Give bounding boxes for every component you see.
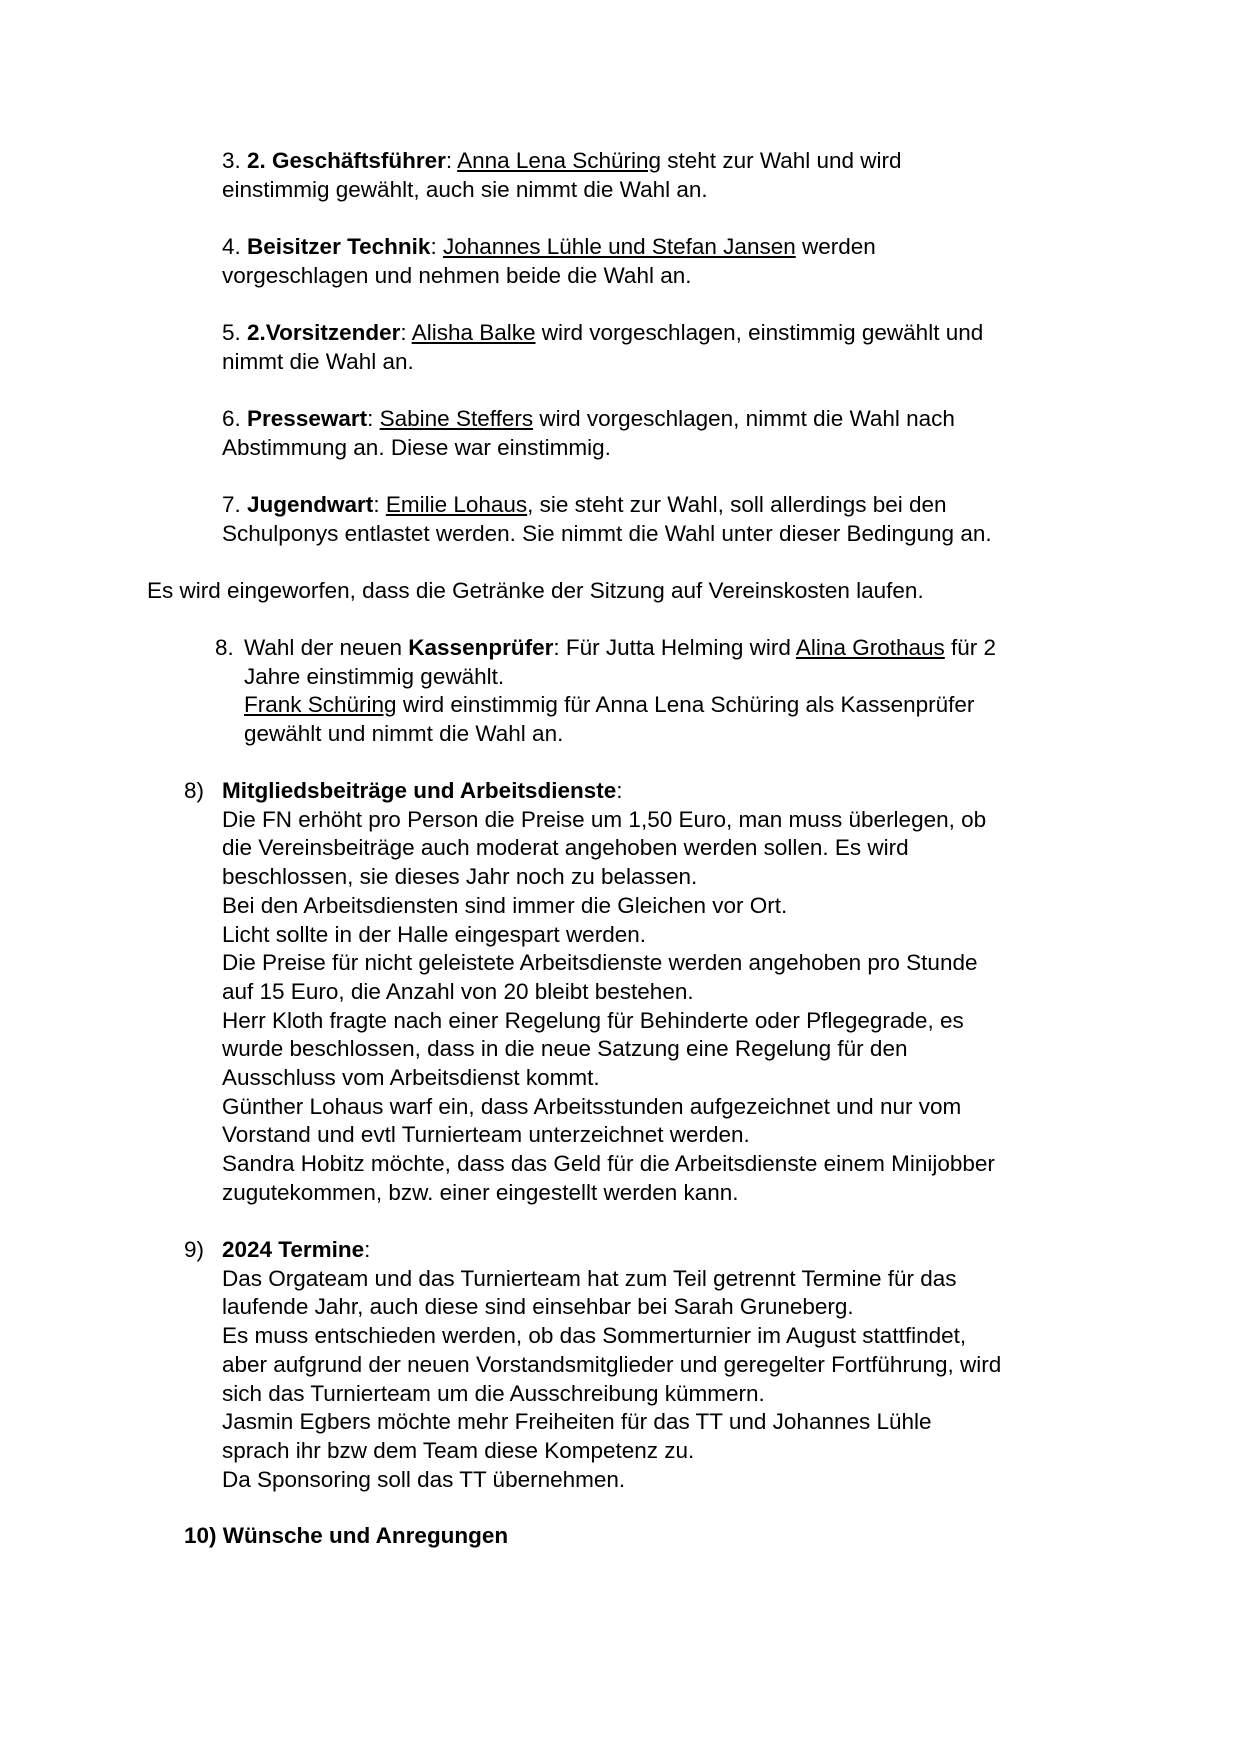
section-line: wurde beschlossen, dass in die neue Satzung eine Regelung für den [222, 1036, 908, 1062]
section-line: Herr Kloth fragte nach einer Regelung für Behinderte oder Pflegegrade, es [222, 1007, 964, 1033]
section-line: zugutekommen, bzw. einer eingestellt werden kann. [222, 1179, 739, 1205]
elected-person: Alisha Balke [411, 320, 536, 345]
colon: : [616, 778, 623, 803]
item-text: wird vorgeschlagen, nimmt die Wahl nach [533, 406, 955, 431]
section-line: auf 15 Euro, die Anzahl von 20 bleibt bestehen. [222, 978, 694, 1004]
section-heading: 10) Wünsche und Anregungen [184, 1523, 509, 1548]
section-line: Vorstand und evtl Turnierteam unterzeichnet werden. [222, 1122, 750, 1148]
elected-person: Emilie Lohaus [385, 492, 528, 517]
election-item-4: 4. Beisitzer Technik: Johannes Lühle und Stefan Jansen werden vorgeschlagen und nehmen beide die Wahl an. [222, 233, 876, 290]
item-text: , sie steht zur Wahl, soll allerdings bei den [527, 492, 947, 517]
role-label: Kassenprüfer [408, 635, 554, 660]
item-number: 8. [215, 635, 234, 660]
item-text: Schulponys entlastet werden. Sie nimmt die Wahl unter dieser Bedingung an. [222, 520, 992, 546]
item-text: Jahre einstimmig gewählt. [244, 663, 505, 689]
item-number: 7. [222, 492, 241, 517]
item-text: wird vorgeschlagen, einstimmig gewählt und [535, 320, 984, 345]
item-text: für 2 [944, 635, 997, 660]
section-title: Mitgliedsbeiträge und Arbeitsdienste [222, 778, 617, 803]
item-number: 4. [222, 234, 241, 259]
section-line: Die Preise für nicht geleistete Arbeitsdienste werden angehoben pro Stunde [222, 950, 978, 976]
item-text: werden [795, 234, 876, 259]
section-line: sprach ihr bzw dem Team diese Kompetenz zu. [222, 1437, 695, 1463]
section-number: 9) [184, 1237, 205, 1262]
item-text: Abstimmung an. Diese war einstimmig. [222, 434, 611, 460]
section-number: 8) [184, 778, 205, 803]
election-item-7: 7. Jugendwart: Emilie Lohaus, sie steht zur Wahl, soll allerdings bei den Schulponys entlastet werden. Sie nimmt die Wahl unter dieser Bedingung an. [222, 491, 992, 548]
section-line: aber aufgrund der neuen Vorstandsmitglieder und geregelter Fortführung, wird [222, 1351, 1002, 1377]
item-text: nimmt die Wahl an. [222, 348, 414, 374]
section-line: beschlossen, sie dieses Jahr noch zu belassen. [222, 864, 698, 890]
election-item-3: 3. 2. Geschäftsführer: Anna Lena Schüring steht zur Wahl und wird einstimmig gewählt, auch sie nimmt die Wahl an. [222, 147, 902, 204]
item-number: 3. [222, 148, 241, 173]
item-text: wird einstimmig für Anna Lena Schüring als Kassenprüfer [396, 692, 975, 718]
item-number: 6. [222, 406, 241, 431]
role-label: 2.Vorsitzender [247, 320, 401, 345]
section-line: laufende Jahr, auch diese sind einsehbar bei Sarah Gruneberg. [222, 1294, 854, 1320]
section-line: Es muss entschieden werden, ob das Sommerturnier im August stattfindet, [222, 1323, 967, 1349]
section-line: die Vereinsbeiträge auch moderat angehoben werden sollen. Es wird [222, 835, 909, 861]
elected-person: Sabine Steffers [379, 406, 534, 431]
section-line: sich das Turnierteam um die Ausschreibung kümmern. [222, 1380, 765, 1406]
section-line: Bei den Arbeitsdiensten sind immer die Gleichen vor Ort. [222, 892, 788, 918]
election-item-6: 6. Pressewart: Sabine Steffers wird vorgeschlagen, nimmt die Wahl nach Abstimmung an. Diese war einstimmig. [222, 405, 955, 462]
elected-person: Anna Lena Schüring [457, 148, 662, 173]
colon: : [364, 1237, 371, 1262]
section-line: Ausschluss vom Arbeitsdienst kommt. [222, 1065, 600, 1091]
role-label: Jugendwart [247, 492, 374, 517]
section-line: Die FN erhöht pro Person die Preise um 1,50 Euro, man muss überlegen, ob [222, 806, 987, 832]
role-label: 2. Geschäftsführer [247, 148, 446, 173]
role-label: Pressewart [247, 406, 368, 431]
elected-person: Frank Schüring [244, 692, 397, 718]
role-label: Beisitzer Technik [247, 234, 431, 259]
interjection-text: Es wird eingeworfen, dass die Getränke der Sitzung auf Vereinskosten laufen. [147, 578, 924, 603]
item-text: steht zur Wahl und wird [661, 148, 902, 173]
item-text: : Für Jutta Helming wird [553, 635, 796, 660]
item-text: einstimmig gewählt, auch sie nimmt die Wahl an. [222, 176, 708, 202]
election-item-5: 5. 2.Vorsitzender: Alisha Balke wird vorgeschlagen, einstimmig gewählt und nimmt die Wahl an. [222, 319, 983, 376]
section-8-membership-fees [184, 777, 995, 1208]
interjection-paragraph [147, 577, 924, 606]
section-line: Licht sollte in der Halle eingespart werden. [222, 921, 646, 947]
section-line: Das Orgateam und das Turnierteam hat zum Teil getrennt Termine für das [222, 1265, 957, 1291]
item-text: Wahl der neuen [244, 635, 409, 660]
elected-person: Alina Grothaus [795, 635, 945, 660]
section-line: Da Sponsoring soll das TT übernehmen. [222, 1466, 626, 1492]
election-item-8-auditors [215, 634, 997, 749]
section-line: Sandra Hobitz möchte, dass das Geld für die Arbeitsdienste einem Minijobber [222, 1151, 995, 1177]
section-title: 2024 Termine [222, 1237, 365, 1262]
item-text: vorgeschlagen und nehmen beide die Wahl an. [222, 262, 692, 288]
item-text: gewählt und nimmt die Wahl an. [244, 721, 564, 747]
section-9-dates-2024 [184, 1236, 1002, 1494]
elected-person: Johannes Lühle und Stefan Jansen [442, 234, 796, 259]
section-line: Günther Lohaus warf ein, dass Arbeitsstunden aufgezeichnet und nur vom [222, 1093, 962, 1119]
section-10-wishes [184, 1522, 508, 1551]
item-number: 5. [222, 320, 241, 345]
section-line: Jasmin Egbers möchte mehr Freiheiten für das TT und Johannes Lühle [222, 1409, 932, 1435]
